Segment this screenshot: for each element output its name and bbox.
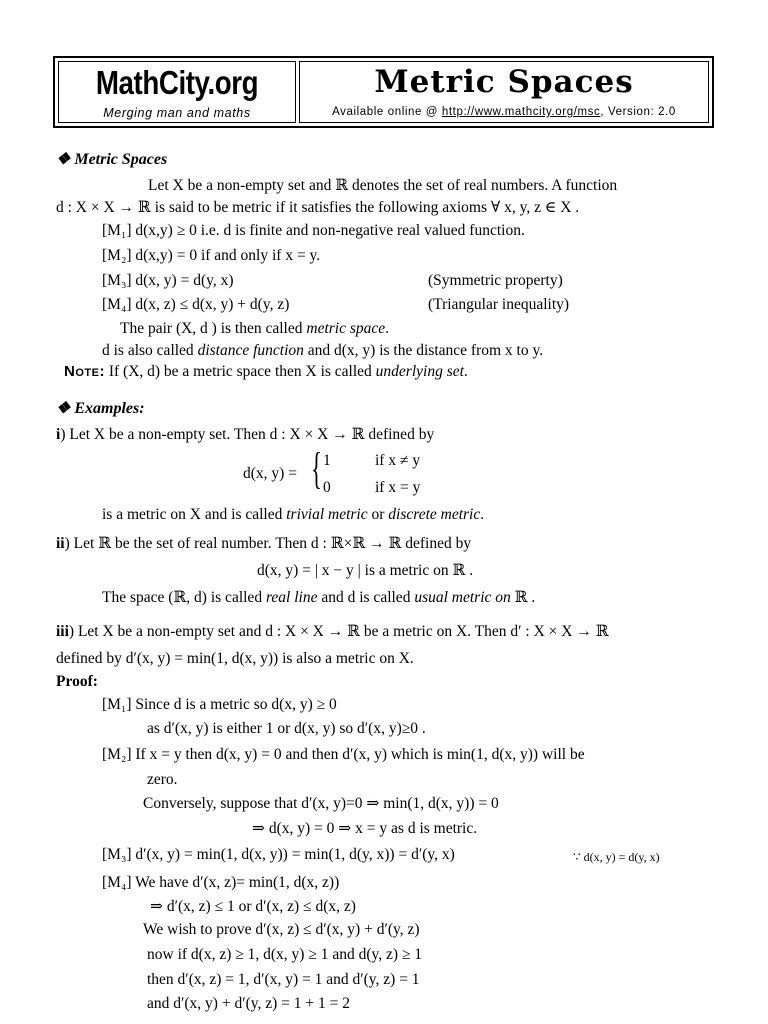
tagline: Merging man and maths	[103, 106, 251, 120]
proof-m1-line2: as d′(x, y) is either 1 or d(x, y) so d′(x, y)≥0 .	[147, 720, 426, 737]
proof-m4-line2: ⇒ d′(x, z) ≤ 1 or d′(x, z) ≤ d(x, z)	[150, 898, 356, 915]
discrete-metric-lhs: d(x, y) =	[243, 465, 297, 482]
available-label: Available online @	[332, 106, 439, 118]
case2-value: 0	[323, 479, 331, 496]
example-iii-definition: defined by d′(x, y) = min(1, d(x, y)) is also a metric on X.	[56, 650, 414, 667]
note-line: Note: If (X, d) be a metric space then X is called underlying set.	[64, 363, 468, 380]
proof-m4-line4: now if d(x, z) ≥ 1, d(x, y) ≥ 1 and d(y, z) ≥ 1	[147, 946, 423, 963]
axiom-m1: [M₁] d(x,y) ≥ 0 i.e. d is finite and non-negative real valued function.	[102, 222, 525, 239]
axiom-m4: [M₄] d(x, z) ≤ d(x, y) + d(y, z)	[102, 296, 290, 313]
page-title: Metric Spaces	[374, 64, 634, 100]
case1-condition: if x ≠ y	[375, 452, 421, 469]
example-i-conclusion: is a metric on X and is called trivial metric or discrete metric.	[102, 506, 485, 523]
availability-line	[300, 106, 708, 118]
header-box	[53, 56, 714, 128]
usual-metric-formula: d(x, y) = | x − y | is a metric on ℝ .	[257, 562, 474, 579]
brace-symbol: {	[311, 444, 322, 493]
case1-value: 1	[323, 452, 331, 469]
metric-space-line: The pair (X, d ) is then called metric space.	[120, 320, 390, 337]
section-heading-metric-spaces: ❖ Metric Spaces	[56, 151, 168, 168]
proof-m1-line1: [M₁] Since d is a metric so d(x, y) ≥ 0	[102, 696, 337, 713]
case2-condition: if x = y	[375, 479, 421, 496]
distance-function-line: d is also called distance function and d(x, y) is the distance from x to y.	[102, 342, 544, 359]
axiom-m4-note: (Triangular inequality)	[428, 296, 570, 313]
source-link[interactable]: http://www.mathcity.org/msc	[441, 106, 601, 118]
proof-label: Proof:	[56, 673, 98, 690]
axiom-m3-note: (Symmetric property)	[428, 272, 563, 289]
version-label: , Version: 2.0	[600, 106, 676, 118]
site-logo[interactable]: MathCity.org	[95, 64, 259, 101]
axiom-m2: [M₂] d(x,y) = 0 if and only if x = y.	[102, 247, 321, 264]
example-ii-intro: ii) Let ℝ be the set of real number. Then d : ℝ×ℝ → ℝ defined by	[56, 535, 472, 552]
definition-line-1: Let X be a non-empty set and ℝ denotes the set of real numbers. A function	[148, 177, 618, 194]
definition-line-2: d : X × X → ℝ is said to be metric if it satisfies the following axioms ∀ x, y, z ∈ X .	[56, 199, 580, 216]
axiom-m3: [M₃] d(x, y) = d(y, x)	[102, 272, 234, 289]
section-heading-examples: ❖ Examples:	[56, 400, 145, 417]
example-iii-intro: iii) Let X be a non-empty set and d : X × X → ℝ be a metric on X. Then d′ : X × X → ℝ	[56, 623, 609, 640]
proof-m2-line4: ⇒ d(x, y) = 0 ⇒ x = y as d is metric.	[252, 820, 478, 837]
proof-m4-line6: and d′(x, y) + d′(y, z) = 1 + 1 = 2	[147, 995, 351, 1012]
proof-m4-line3: We wish to prove d′(x, z) ≤ d′(x, y) + d′(y, z)	[143, 921, 420, 938]
proof-m4-line5: then d′(x, z) = 1, d′(x, y) = 1 and d′(y, z) = 1	[147, 971, 420, 988]
logo-box	[58, 61, 296, 123]
proof-m2-line1: [M₂] If x = y then d(x, y) = 0 and then d′(x, y) which is min(1, d(x, y)) will be	[102, 746, 585, 763]
proof-m3-line: [M₃] d′(x, y) = min(1, d(x, y)) = min(1, d(y, x)) = d′(y, x)	[102, 846, 455, 863]
example-ii-conclusion: The space (ℝ, d) is called real line and d is called usual metric on ℝ .	[102, 589, 536, 606]
proof-m2-line2: zero.	[147, 771, 178, 788]
title-box	[299, 61, 709, 123]
proof-m4-line1: [M₄] We have d′(x, z)= min(1, d(x, z))	[102, 874, 340, 891]
proof-m3-note: ∵ d(x, y) = d(y, x)	[573, 850, 660, 864]
example-i-intro: i) Let X be a non-empty set. Then d : X × X → ℝ defined by	[56, 426, 435, 443]
proof-m2-line3: Conversely, suppose that d′(x, y)=0 ⇒ min(1, d(x, y)) = 0	[143, 795, 499, 812]
